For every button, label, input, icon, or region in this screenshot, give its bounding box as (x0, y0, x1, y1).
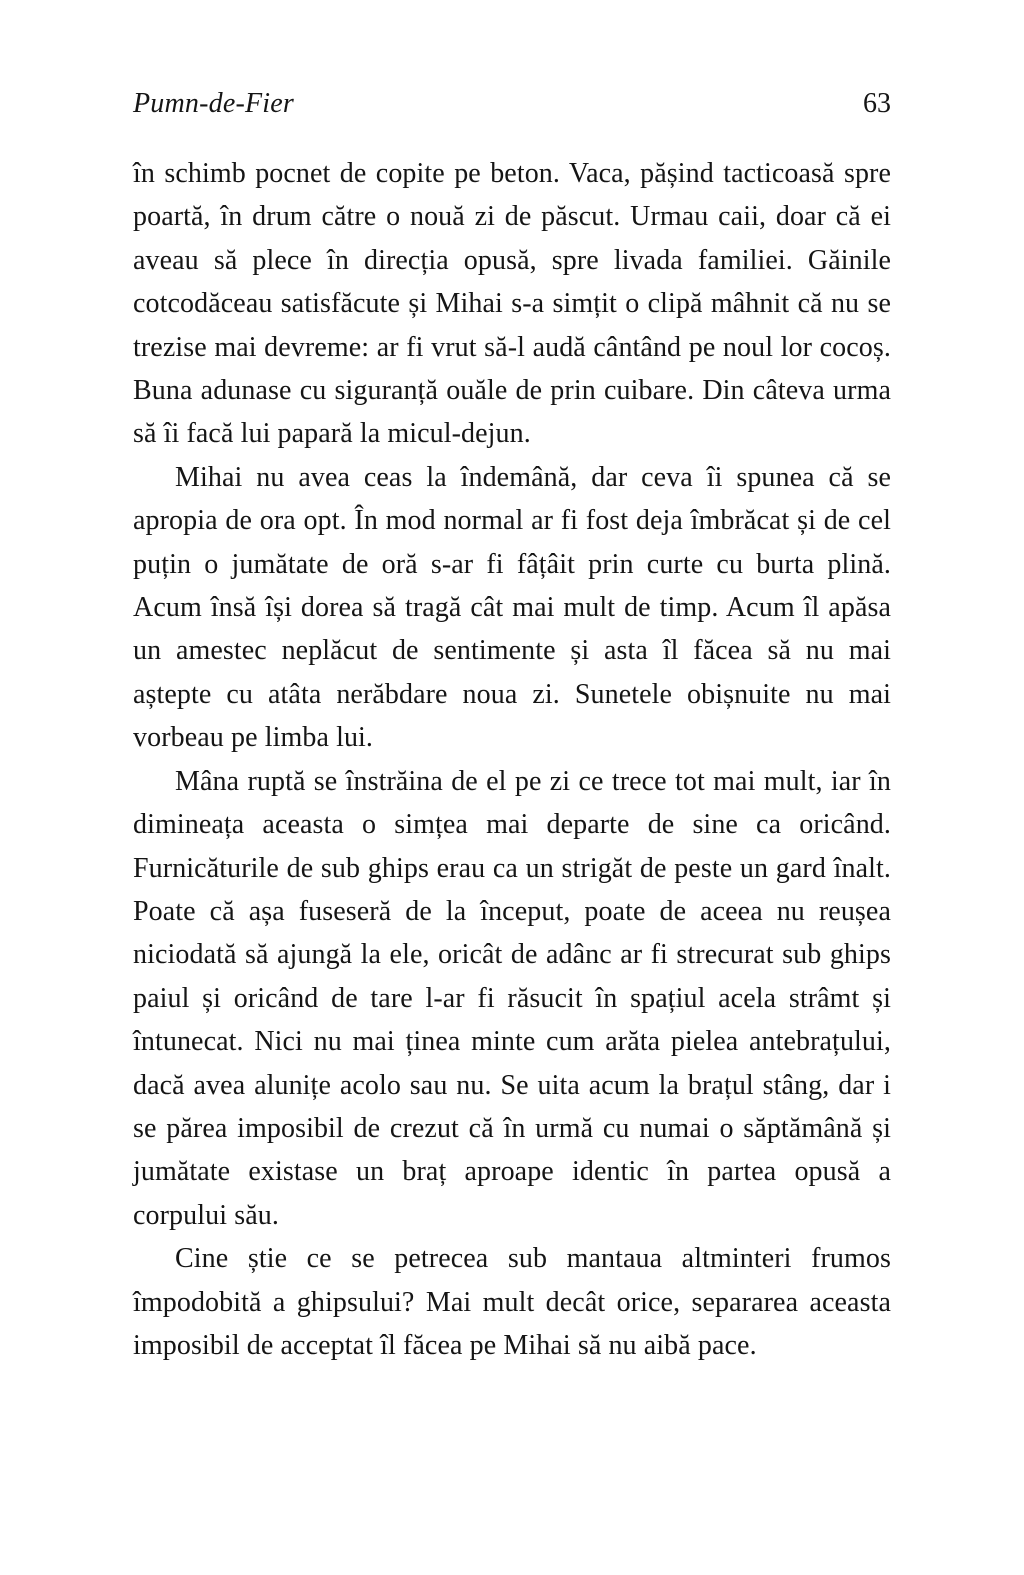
page-header (133, 88, 891, 120)
body-text (133, 152, 891, 1367)
paragraph-1: în schimb pocnet de copite pe beton. Vaca, pășind tacticoasă spre poartă, în drum către o nouă zi de păscut. Urmau caii, doar că ei aveau să plece în direcția opusă, spre livada familiei. Găinile cotcodăceau satisfăcute și Mihai s-a simțit o clipă mâhnit că nu se trezise mai devreme: ar fi vrut să-l audă cântând pe noul lor cocoș. Buna adunase cu siguranță ouăle de prin cuibare. Din câteva urma să îi facă lui papară la micul-dejun. (133, 158, 891, 450)
running-title: Pumn-de-Fier (133, 88, 295, 119)
paragraph-4: Cine știe ce se petrecea sub mantaua altminteri frumos împodobită a ghipsului? Mai mult decât orice, separarea aceasta imposibil de acceptat îl făcea pe Mihai să nu aibă pace. (133, 1243, 891, 1361)
page-number: 63 (863, 88, 891, 119)
paragraph-3: Mâna ruptă se înstrăina de el pe zi ce trece tot mai mult, iar în dimineața aceasta o simțea mai departe de sine ca oricând. Furnicăturile de sub ghips erau ca un strigăt de peste un gard înalt. Poate că așa fuseseră de la început, poate de aceea nu reușea niciodată să ajungă la ele, oricât de adânc ar fi strecurat sub ghips paiul și oricând de tare l-ar fi răsucit în spațiul acela strâmt și întunecat. Nici nu mai ținea minte cum arăta pielea antebrațului, dacă avea alunițe acolo sau nu. Se uita acum la brațul stâng, dar i se părea imposibil de crezut că în urmă cu numai o săptămână și jumătate existase un braț aproape identic în partea opusă a corpului său. (133, 765, 891, 1231)
paragraph-2: Mihai nu avea ceas la îndemână, dar ceva îi spunea că se apropia de ora opt. În mod normal ar fi fost deja îmbrăcat și de cel puțin o jumătate de oră s-ar fi fâțâit prin curte cu burta plină. Acum însă își dorea să tragă cât mai mult de timp. Acum îl apăsa un amestec neplăcut de sentimente și asta îl făcea să nu mai aștepte cu atâta nerăbdare noua zi. Sunetele obișnuite nu mai vorbeau pe limba lui. (133, 461, 891, 754)
